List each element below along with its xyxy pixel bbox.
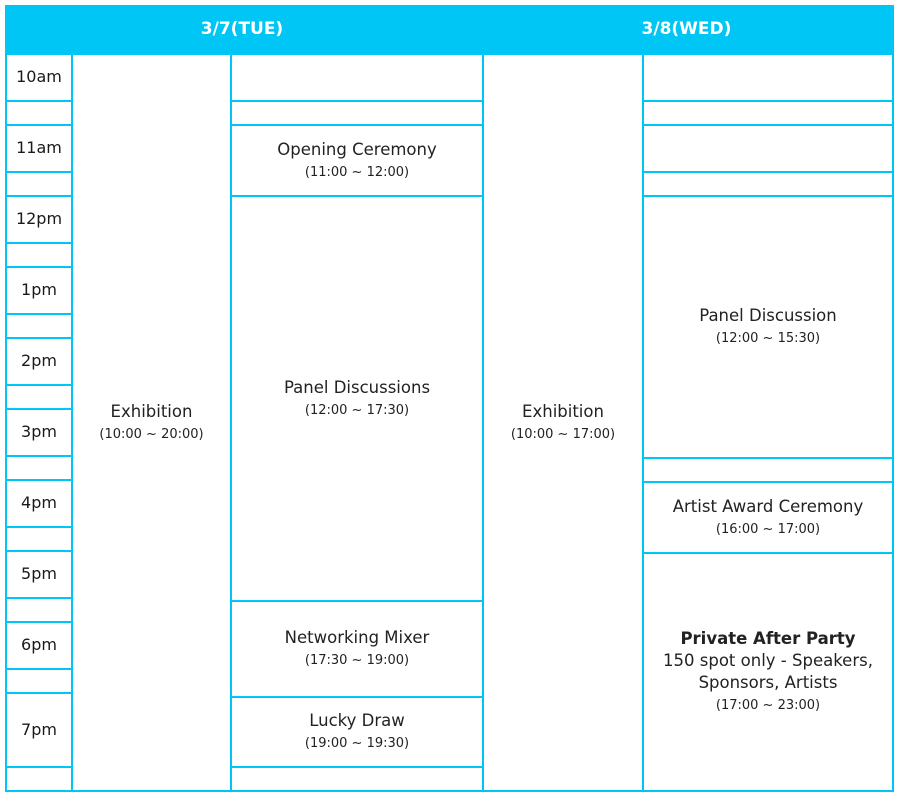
time-label-6pm: 6pm bbox=[21, 635, 57, 654]
event-title: Lucky Draw bbox=[309, 711, 405, 730]
day2-exhibition-event bbox=[482, 53, 644, 792]
time-half-cell bbox=[5, 100, 73, 126]
event-time: (11:00 ~ 12:00) bbox=[304, 164, 410, 180]
event-time: (17:00 ~ 23:00) bbox=[715, 698, 821, 713]
time-half-cell bbox=[5, 526, 73, 552]
event-title: Panel Discussions bbox=[283, 377, 431, 397]
time-half-cell bbox=[5, 597, 73, 623]
time-half-cell bbox=[5, 242, 73, 268]
time-label-4pm: 4pm bbox=[21, 493, 57, 512]
day1-empty-slot bbox=[230, 100, 484, 126]
time-label-12pm: 12pm bbox=[15, 209, 63, 228]
event-time: (17:30 ~ 19:00) bbox=[304, 653, 410, 668]
event-description: Sponsors, Artists bbox=[698, 673, 838, 692]
time-label-2pm: 2pm bbox=[21, 351, 57, 370]
time-label-3pm: 3pm bbox=[21, 422, 57, 441]
event-title: Opening Ceremony bbox=[277, 139, 437, 159]
time-label-7pm: 7pm bbox=[21, 719, 57, 739]
day1-exhibition-event bbox=[71, 53, 232, 792]
time-half-cell bbox=[5, 668, 73, 694]
day1-header: 3/7(TUE) bbox=[200, 19, 284, 39]
day1-lucky-event bbox=[230, 696, 484, 768]
event-time: (19:00 ~ 19:30) bbox=[304, 736, 410, 751]
time-label-5pm: 5pm bbox=[21, 564, 57, 583]
event-time: (16:00 ~ 17:00) bbox=[715, 521, 821, 537]
time-half-cell bbox=[5, 455, 73, 481]
time-label-10am: 10am bbox=[16, 67, 62, 86]
day1-opening-event bbox=[230, 124, 484, 197]
day2-header: 3/8(WED) bbox=[641, 19, 732, 39]
time-half-cell bbox=[5, 171, 73, 197]
day1-empty-slot bbox=[230, 53, 484, 102]
time-half-cell bbox=[5, 384, 73, 410]
day2-empty-slot bbox=[642, 171, 894, 197]
event-time: (12:00 ~ 15:30) bbox=[715, 331, 821, 346]
time-half-cell bbox=[5, 766, 73, 792]
day2-empty-slot bbox=[642, 124, 894, 173]
day2-award-event bbox=[642, 481, 894, 554]
event-title: Networking Mixer bbox=[284, 628, 430, 647]
event-title: Exhibition bbox=[522, 401, 604, 421]
event-time: (10:00 ~ 17:00) bbox=[510, 426, 616, 442]
day1-mixer-event bbox=[230, 600, 484, 698]
day2-empty-slot bbox=[642, 53, 894, 102]
time-label-1pm: 1pm bbox=[21, 280, 57, 299]
event-title: Panel Discussion bbox=[699, 306, 837, 325]
time-half-cell bbox=[5, 313, 73, 339]
event-time: (12:00 ~ 17:30) bbox=[304, 402, 410, 418]
time-label-11am: 11am bbox=[16, 138, 62, 157]
day1-panels-event bbox=[230, 195, 484, 602]
day2-party-event bbox=[642, 552, 894, 792]
event-title: Exhibition bbox=[110, 401, 193, 421]
day2-panel-event bbox=[642, 195, 894, 459]
event-time: (10:00 ~ 20:00) bbox=[99, 426, 204, 442]
event-title: Artist Award Ceremony bbox=[672, 496, 864, 516]
day2-empty-slot bbox=[642, 457, 894, 483]
day1-empty-slot bbox=[230, 766, 484, 792]
day2-empty-slot bbox=[642, 100, 894, 126]
event-title: Private After Party bbox=[680, 629, 856, 648]
event-description: 150 spot only - Speakers, bbox=[663, 651, 873, 670]
